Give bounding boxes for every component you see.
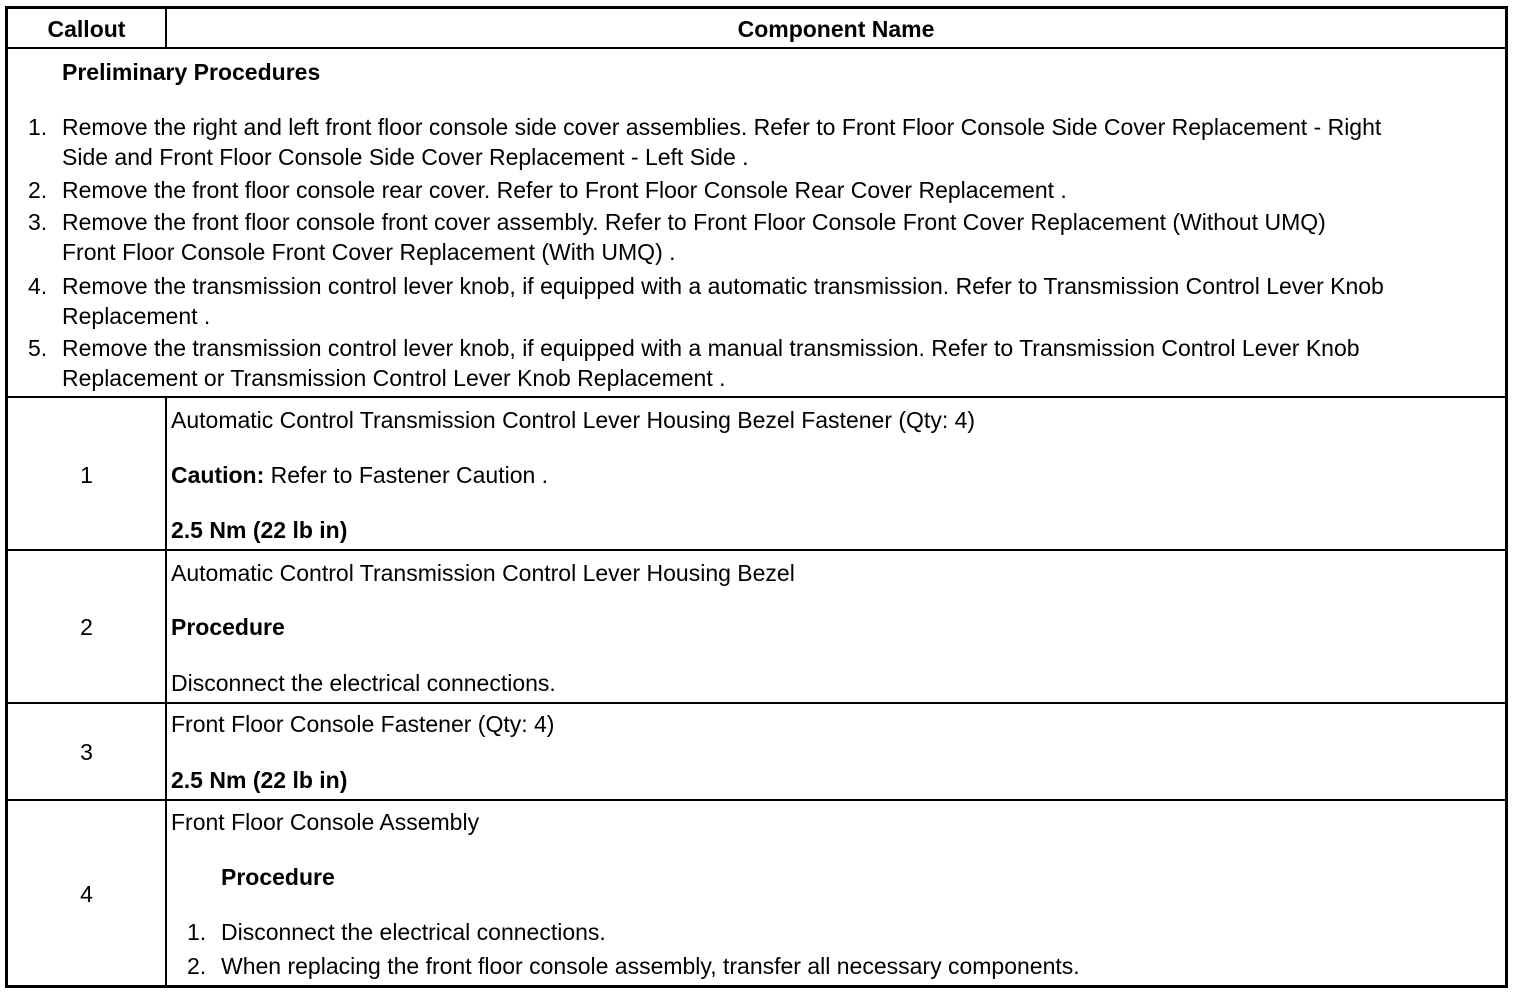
callout-number: 2 — [80, 614, 93, 640]
callout-number: 1 — [80, 462, 93, 488]
step-text: When replacing the front floor console assembly, transfer all necessary components. — [221, 953, 1080, 979]
step-text: Remove the transmission control lever knob, if equipped with a manual transmission. Refer to Transmission Control Lever Knob — [62, 335, 1360, 361]
callout-number: 3 — [80, 739, 93, 765]
step-number: 2. — [187, 953, 207, 979]
caution-text: Refer to Fastener Caution . — [264, 462, 549, 488]
torque-spec: 2.5 Nm (22 lb in) — [171, 767, 348, 793]
step-text: Remove the front floor console front cover assembly. Refer to Front Floor Console Front Cover Replacement (Without UMQ) — [62, 209, 1326, 235]
preliminary-title: Preliminary Procedures — [62, 59, 321, 85]
step-text: Side and Front Floor Console Side Cover Replacement - Left Side . — [62, 144, 749, 170]
component-name: Front Floor Console Fastener (Qty: 4) — [171, 711, 555, 737]
caution-note — [171, 462, 548, 489]
step-number: 1. — [187, 919, 207, 945]
step-number: 5. — [28, 335, 48, 361]
row-divider — [8, 702, 1505, 704]
component-table — [5, 6, 1508, 988]
column-divider — [165, 396, 167, 985]
row-divider — [8, 799, 1505, 801]
procedure-heading: Procedure — [221, 864, 335, 890]
step-text: Remove the right and left front floor console side cover assemblies. Refer to Front Floor Console Side Cover Replacement - Right — [62, 114, 1382, 140]
step-text: Disconnect the electrical connections. — [221, 919, 606, 945]
step-number: 2. — [28, 177, 48, 203]
header-component-name: Component Name — [737, 16, 935, 42]
procedure-text: Disconnect the electrical connections. — [171, 670, 556, 696]
component-name: Automatic Control Transmission Control Lever Housing Bezel — [171, 560, 795, 586]
step-number: 1. — [28, 114, 48, 140]
step-number: 3. — [28, 209, 48, 235]
header-callout: Callout — [47, 16, 126, 42]
row-divider — [8, 396, 1505, 398]
step-text: Remove the transmission control lever knob, if equipped with a automatic transmission. Refer to Transmission Control Lever Knob — [62, 273, 1384, 299]
step-text: Remove the front floor console rear cover. Refer to Front Floor Console Rear Cover Replacement . — [62, 177, 1067, 203]
step-text: Replacement . — [62, 303, 211, 329]
step-text: Front Floor Console Front Cover Replacement (With UMQ) . — [62, 239, 676, 265]
header-divider — [8, 47, 1505, 49]
component-name: Front Floor Console Assembly — [171, 809, 480, 835]
caution-label: Caution: — [171, 462, 265, 488]
step-number: 4. — [28, 273, 48, 299]
procedure-heading: Procedure — [171, 614, 285, 640]
row-divider — [8, 549, 1505, 551]
step-text: Replacement or Transmission Control Lever Knob Replacement . — [62, 365, 726, 391]
component-name: Automatic Control Transmission Control Lever Housing Bezel Fastener (Qty: 4) — [171, 407, 976, 433]
callout-number: 4 — [80, 881, 93, 907]
torque-spec: 2.5 Nm (22 lb in) — [171, 517, 348, 543]
